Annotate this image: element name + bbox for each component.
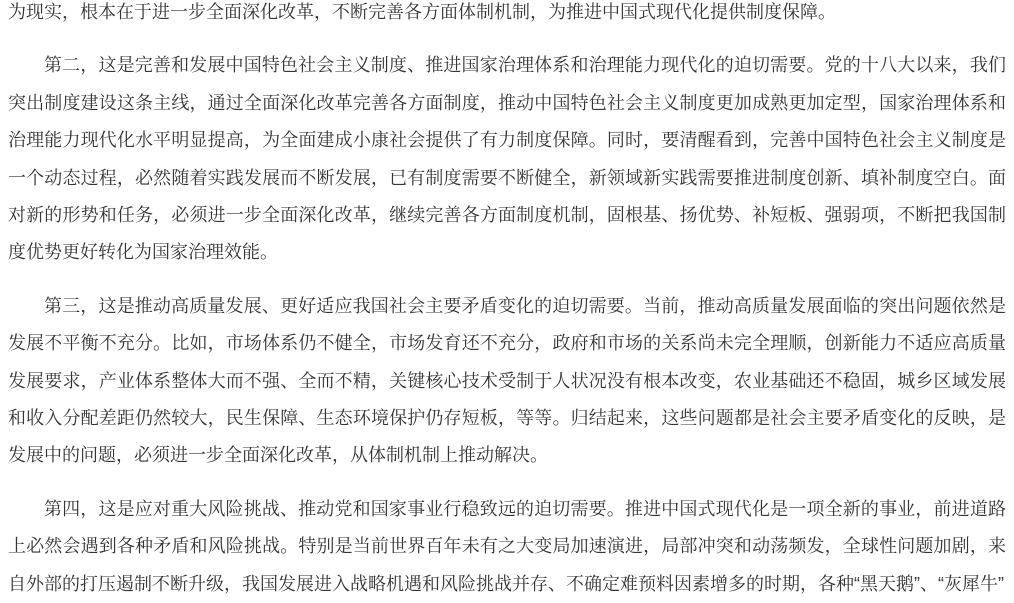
paragraph-second-point: 第二，这是完善和发展中国特色社会主义制度、推进国家治理体系和治理能力现代化的迫切需要。党的十八大以来，我们突出制度建设这条主线，通过全面深化改革完善各方面制度，推动中国特色社会主义制度更加成熟更加定型，国家治理体系和治理能力现代化水平明显提高，为全面建成小康社会提供了有力制度保障。同时，要清醒看到，完善中国特色社会主义制度是一个动态过程，必然随着实践发展而不断发展，已有制度需要不断健全，新领域新实践需要推进制度创新、填补制度空白。面对新的形势和任务，必须进一步全面深化改革，继续完善各方面制度机制，固根基、扬优势、补短板、强弱项，不断把我国制度优势更好转化为国家治理效能。 — [8, 55, 1006, 263]
paragraph-continuation: 为现实，根本在于进一步全面深化改革，不断完善各方面体制机制，为推进中国式现代化提供制度保障。 — [8, 2, 836, 22]
paragraph-third-point: 第三，这是推动高质量发展、更好适应我国社会主要矛盾变化的迫切需要。当前，推动高质量发展面临的突出问题依然是发展不平衡不充分。比如，市场体系仍不健全，市场发育还不充分，政府和市场的关系尚未完全理顺，创新能力不适应高质量发展要求，产业体系整体大而不强、全而不精，关键核心技术受制于人状况没有根本改变，农业基础还不稳固，城乡区域发展和收入分配差距仍然较大，民生保障、生态环境保护仍存短板，等等。归结起来，这些问题都是社会主要矛盾变化的反映，是发展中的问题，必须进一步全面深化改革，从体制机制上推动解决。 — [8, 295, 1006, 466]
paragraph-fourth-point: 第四，这是应对重大风险挑战、推动党和国家事业行稳致远的迫切需要。推进中国式现代化是一项全新的事业，前进道路上必然会遇到各种矛盾和风险挑战。特别是当前世界百年未有之大变局加速演进，局部冲突和动荡频发，全球性问题加剧，来自外部的打压遏制不断升级，我国发展进入战略机遇和风险挑战并存、不确定难预料因素增多的时期，各种“黑天鹅”、“灰犀牛” — [8, 498, 1006, 594]
